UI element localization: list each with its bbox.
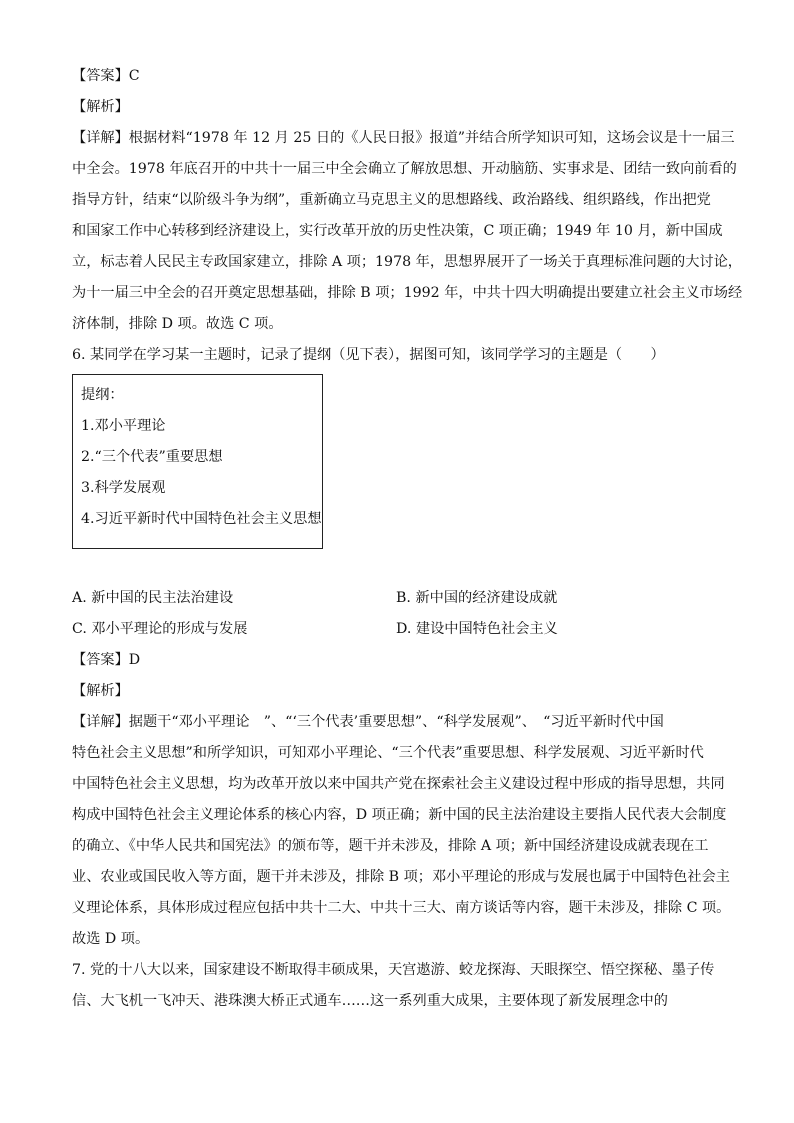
q6-answer: 【答案】D xyxy=(72,652,141,668)
outline-item: 4.习近平新时代中国特色社会主义思想 xyxy=(81,511,322,527)
q6-detail-line: 构成中国特色社会主义理论体系的核心内容，D 项正确；新中国的民主法治建设主要指人民代表大会制度 xyxy=(72,807,727,823)
q5-detail-line: 中全会。1978 年底召开的中共十一届三中全会确立了解放思想、开动脑筋、实事求是、团结一致向前看的 xyxy=(72,161,737,177)
q7-stem-line: 信、大飞机一飞冲天、港珠澳大桥正式通车……这一系列重大成果，主要体现了新发展理念中的 xyxy=(72,993,668,1009)
q6-detail-line: 故选 D 项。 xyxy=(72,931,150,947)
q5-detail-line: 指导方针，结束“以阶级斗争为纲”，重新确立马克思主义的思想路线、政治路线、组织路线，作出把党 xyxy=(72,192,711,208)
q7-stem-line: 7. 党的十八大以来，国家建设不断取得丰硕成果，天宫遨游、蛟龙探海、天眼探空、悟空探秘、墨子传 xyxy=(72,962,715,978)
q6-detail-line: 业、农业或国民收入等方面，题干并未涉及，排除 B 项；邓小平理论的形成与发展也属于中国特色社会主 xyxy=(72,869,730,885)
q6-detail-line: 义理论体系，具体形成过程应包括中共十二大、中共十三大、南方谈话等内容，题干未涉及，排除 C 项。 xyxy=(72,900,731,916)
q6-detail-line: 的确立、《中华人民共和国宪法》的颁布等，题干并未涉及，排除 A 项；新中国经济建设成就表现在工 xyxy=(72,838,709,854)
q6-option-a: A. 新中国的民主法治建设 xyxy=(72,590,234,606)
q5-detail-line: 和国家工作中心转移到经济建设上，实行改革开放的历史性决策，C 项正确；1949 年 10 月，新中国成 xyxy=(72,223,723,239)
q5-answer: 【答案】C xyxy=(72,68,140,84)
q5-detail-line: 立，标志着人民民主专政国家建立，排除 A 项；1978 年，思想界展开了一场关于真理标准问题的大讨论， xyxy=(72,254,742,270)
outline-item: 3.科学发展观 xyxy=(81,480,166,496)
q5-detail-line: 为十一届三中全会的召开奠定思想基础，排除 B 项；1992 年，中共十四大明确提出要建立社会主义市场经 xyxy=(72,285,743,301)
q6-analysis-heading: 【解析】 xyxy=(72,683,129,699)
q6-detail-line: 特色社会主义思想”和所学知识，可知邓小平理论、“三个代表”重要思想、科学发展观、习近平新时代 xyxy=(72,745,704,761)
q5-detail-line: 济体制，排除 D 项。故选 C 项。 xyxy=(72,316,283,332)
outline-item: 1.邓小平理论 xyxy=(81,418,166,434)
q6-detail-line: 【详解】据题干“邓小平理论 ”、“‘三个代表’重要思想”、“科学发展观”、 “习近平新时代中国 xyxy=(72,714,664,730)
q5-analysis-heading: 【解析】 xyxy=(72,99,129,115)
q6-option-b: B. 新中国的经济建设成就 xyxy=(396,590,558,606)
q6-outline-box xyxy=(72,374,323,549)
q6-detail-line: 中国特色社会主义思想，均为改革开放以来中国共产党在探索社会主义建设过程中形成的指导思想，共同 xyxy=(72,776,725,792)
outline-item: 2.“三个代表”重要思想 xyxy=(81,449,223,465)
q6-stem: 6. 某同学在学习某一主题时，记录了提纲（见下表），据图可知，该同学学习的主题是（ ） xyxy=(72,347,665,363)
q6-option-c: C. 邓小平理论的形成与发展 xyxy=(72,621,248,637)
q6-option-d: D. 建设中国特色社会主义 xyxy=(396,621,558,637)
q5-detail-line: 【详解】根据材料“1978 年 12 月 25 日的《人民日报》报道”并结合所学知识可知，这场会议是十一届三 xyxy=(72,130,735,146)
outline-title: 提纲： xyxy=(81,387,124,403)
